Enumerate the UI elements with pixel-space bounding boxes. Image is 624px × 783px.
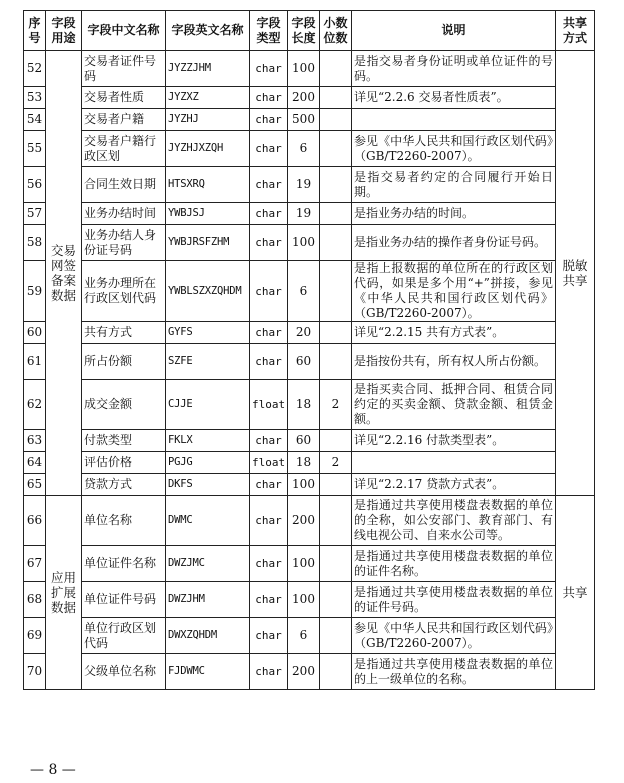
- cell-seq: 59: [24, 261, 46, 322]
- cell-en-name: DWMC: [166, 496, 250, 546]
- cell-decimals: [320, 167, 352, 203]
- cell-length: 100: [288, 546, 320, 582]
- cell-type: char: [250, 167, 288, 203]
- cell-desc: 是指通过共享使用楼盘表数据的单位的全称，如公安部门、教育部门、有线电视公司、自来水公司等。: [352, 496, 556, 546]
- cell-decimals: [320, 51, 352, 87]
- cell-length: 6: [288, 618, 320, 654]
- cell-en-name: YWBLSZXZQHDM: [166, 261, 250, 322]
- cell-cn-name: 共有方式: [82, 322, 166, 344]
- cell-length: 20: [288, 322, 320, 344]
- cell-length: 100: [288, 582, 320, 618]
- cell-seq: 61: [24, 344, 46, 380]
- cell-cn-name: 业务办结人身份证号码: [82, 225, 166, 261]
- table-row: [24, 380, 595, 430]
- cell-seq: 67: [24, 546, 46, 582]
- cell-decimals: 2: [320, 380, 352, 430]
- cell-type: char: [250, 203, 288, 225]
- cell-desc: 是指交易者身份证明或单位证件的号码。: [352, 51, 556, 87]
- cell-type: char: [250, 618, 288, 654]
- cell-en-name: DWZJMC: [166, 546, 250, 582]
- cell-en-name: YWBJRSFZHM: [166, 225, 250, 261]
- cell-decimals: [320, 131, 352, 167]
- cell-desc: 详见“2.2.15 共有方式表”。: [352, 322, 556, 344]
- table-row: [24, 261, 595, 322]
- cell-type: char: [250, 261, 288, 322]
- cell-type: char: [250, 87, 288, 109]
- table-row: [24, 452, 595, 474]
- cell-en-name: JYZZJHM: [166, 51, 250, 87]
- cell-decimals: [320, 474, 352, 496]
- cell-type: char: [250, 546, 288, 582]
- cell-length: 18: [288, 452, 320, 474]
- cell-cn-name: 交易者性质: [82, 87, 166, 109]
- table-row: [24, 654, 595, 690]
- cell-cn-name: 贷款方式: [82, 474, 166, 496]
- cell-type: char: [250, 654, 288, 690]
- cell-desc: [352, 109, 556, 131]
- cell-decimals: [320, 496, 352, 546]
- header-decimals: 小数位数: [320, 11, 352, 51]
- cell-en-name: YWBJSJ: [166, 203, 250, 225]
- table-row: [24, 51, 595, 87]
- cell-length: 200: [288, 496, 320, 546]
- cell-cn-name: 评估价格: [82, 452, 166, 474]
- cell-seq: 60: [24, 322, 46, 344]
- cell-length: 100: [288, 225, 320, 261]
- cell-type: char: [250, 496, 288, 546]
- cell-decimals: [320, 582, 352, 618]
- header-length: 字段长度: [288, 11, 320, 51]
- cell-type: char: [250, 51, 288, 87]
- cell-type: char: [250, 344, 288, 380]
- cell-decimals: [320, 109, 352, 131]
- cell-seq: 64: [24, 452, 46, 474]
- page-number: — 8 —: [30, 762, 76, 778]
- cell-cn-name: 交易者户籍: [82, 109, 166, 131]
- cell-decimals: [320, 87, 352, 109]
- table-row: [24, 582, 595, 618]
- cell-decimals: [320, 546, 352, 582]
- cell-type: char: [250, 430, 288, 452]
- cell-seq: 54: [24, 109, 46, 131]
- cell-length: 19: [288, 167, 320, 203]
- cell-cn-name: 单位证件名称: [82, 546, 166, 582]
- cell-en-name: CJJE: [166, 380, 250, 430]
- cell-desc: 是指业务办结的操作者身份证号码。: [352, 225, 556, 261]
- cell-type: char: [250, 582, 288, 618]
- header-cn-name: 字段中文名称: [82, 11, 166, 51]
- cell-desc: 是指买卖合同、抵押合同、租赁合同约定的买卖金额、贷款金额、租赁金额。: [352, 380, 556, 430]
- table-row: [24, 618, 595, 654]
- table-row: [24, 322, 595, 344]
- cell-type: float: [250, 452, 288, 474]
- cell-seq: 53: [24, 87, 46, 109]
- group-label: 交易网签备案数据: [46, 51, 82, 496]
- cell-desc: [352, 452, 556, 474]
- cell-type: char: [250, 322, 288, 344]
- cell-en-name: FKLX: [166, 430, 250, 452]
- cell-en-name: DKFS: [166, 474, 250, 496]
- cell-decimals: [320, 430, 352, 452]
- cell-cn-name: 付款类型: [82, 430, 166, 452]
- cell-desc: 详见“2.2.16 付款类型表”。: [352, 430, 556, 452]
- cell-cn-name: 合同生效日期: [82, 167, 166, 203]
- header-en-name: 字段英文名称: [166, 11, 250, 51]
- table-row: [24, 344, 595, 380]
- cell-desc: 是指上报数据的单位所在的行政区划代码，如果是多个用“+”拼接，参见《中华人民共和国行政区划代码》（GB/T2260-2007）。: [352, 261, 556, 322]
- cell-desc: 是指业务办结的时间。: [352, 203, 556, 225]
- field-spec-table: [23, 10, 595, 690]
- cell-desc: 参见《中华人民共和国行政区划代码》（GB/T2260-2007）。: [352, 618, 556, 654]
- cell-seq: 56: [24, 167, 46, 203]
- cell-type: char: [250, 474, 288, 496]
- cell-length: 60: [288, 430, 320, 452]
- cell-cn-name: 单位行政区划代码: [82, 618, 166, 654]
- table-row: [24, 109, 595, 131]
- cell-decimals: [320, 225, 352, 261]
- cell-seq: 58: [24, 225, 46, 261]
- cell-length: 500: [288, 109, 320, 131]
- cell-length: 200: [288, 654, 320, 690]
- table-row: [24, 87, 595, 109]
- cell-decimals: [320, 654, 352, 690]
- cell-cn-name: 单位证件号码: [82, 582, 166, 618]
- group-label: 应用扩展数据: [46, 496, 82, 690]
- cell-length: 19: [288, 203, 320, 225]
- cell-length: 200: [288, 87, 320, 109]
- cell-desc: 详见“2.2.6 交易者性质表”。: [352, 87, 556, 109]
- cell-desc: 详见“2.2.17 贷款方式表”。: [352, 474, 556, 496]
- cell-type: char: [250, 225, 288, 261]
- cell-en-name: FJDWMC: [166, 654, 250, 690]
- table-row: [24, 496, 595, 546]
- header-use: 字段用途: [46, 11, 82, 51]
- cell-desc: 是指交易者约定的合同履行开始日期。: [352, 167, 556, 203]
- cell-seq: 52: [24, 51, 46, 87]
- cell-desc: 是指通过共享使用楼盘表数据的单位的证件名称。: [352, 546, 556, 582]
- table-row: [24, 474, 595, 496]
- cell-desc: 是指按份共有，所有权人所占份额。: [352, 344, 556, 380]
- header-seq: 序号: [24, 11, 46, 51]
- cell-decimals: [320, 344, 352, 380]
- cell-seq: 65: [24, 474, 46, 496]
- cell-seq: 55: [24, 131, 46, 167]
- header-share: 共享方式: [556, 11, 595, 51]
- cell-decimals: [320, 203, 352, 225]
- cell-seq: 66: [24, 496, 46, 546]
- cell-decimals: [320, 322, 352, 344]
- cell-length: 100: [288, 474, 320, 496]
- table-row: [24, 546, 595, 582]
- cell-en-name: SZFE: [166, 344, 250, 380]
- cell-seq: 62: [24, 380, 46, 430]
- cell-length: 6: [288, 261, 320, 322]
- table-row: [24, 167, 595, 203]
- cell-type: char: [250, 109, 288, 131]
- table-row: [24, 225, 595, 261]
- header-row: [24, 11, 595, 51]
- header-desc: 说明: [352, 11, 556, 51]
- cell-cn-name: 所占份额: [82, 344, 166, 380]
- cell-length: 100: [288, 51, 320, 87]
- cell-length: 60: [288, 344, 320, 380]
- cell-seq: 57: [24, 203, 46, 225]
- cell-cn-name: 成交金额: [82, 380, 166, 430]
- cell-desc: 是指通过共享使用楼盘表数据的单位的上一级单位的名称。: [352, 654, 556, 690]
- cell-en-name: DWXZQHDM: [166, 618, 250, 654]
- cell-cn-name: 交易者户籍行政区划: [82, 131, 166, 167]
- table-row: [24, 131, 595, 167]
- share-label: 共享: [556, 496, 595, 690]
- cell-en-name: DWZJHM: [166, 582, 250, 618]
- cell-seq: 68: [24, 582, 46, 618]
- cell-en-name: HTSXRQ: [166, 167, 250, 203]
- cell-en-name: JYZXZ: [166, 87, 250, 109]
- cell-cn-name: 单位名称: [82, 496, 166, 546]
- cell-en-name: JYZHJXZQH: [166, 131, 250, 167]
- cell-decimals: [320, 618, 352, 654]
- cell-en-name: JYZHJ: [166, 109, 250, 131]
- cell-seq: 70: [24, 654, 46, 690]
- cell-decimals: 2: [320, 452, 352, 474]
- cell-desc: 是指通过共享使用楼盘表数据的单位的证件号码。: [352, 582, 556, 618]
- cell-en-name: GYFS: [166, 322, 250, 344]
- cell-type: char: [250, 131, 288, 167]
- cell-cn-name: 父级单位名称: [82, 654, 166, 690]
- table-row: [24, 430, 595, 452]
- cell-cn-name: 交易者证件号码: [82, 51, 166, 87]
- cell-seq: 63: [24, 430, 46, 452]
- cell-cn-name: 业务办理所在行政区划代码: [82, 261, 166, 322]
- cell-seq: 69: [24, 618, 46, 654]
- cell-decimals: [320, 261, 352, 322]
- header-type: 字段类型: [250, 11, 288, 51]
- cell-desc: 参见《中华人民共和国行政区划代码》（GB/T2260-2007）。: [352, 131, 556, 167]
- share-label: 脱敏共享: [556, 51, 595, 496]
- table-row: [24, 203, 595, 225]
- cell-length: 18: [288, 380, 320, 430]
- cell-en-name: PGJG: [166, 452, 250, 474]
- cell-type: float: [250, 380, 288, 430]
- cell-cn-name: 业务办结时间: [82, 203, 166, 225]
- cell-length: 6: [288, 131, 320, 167]
